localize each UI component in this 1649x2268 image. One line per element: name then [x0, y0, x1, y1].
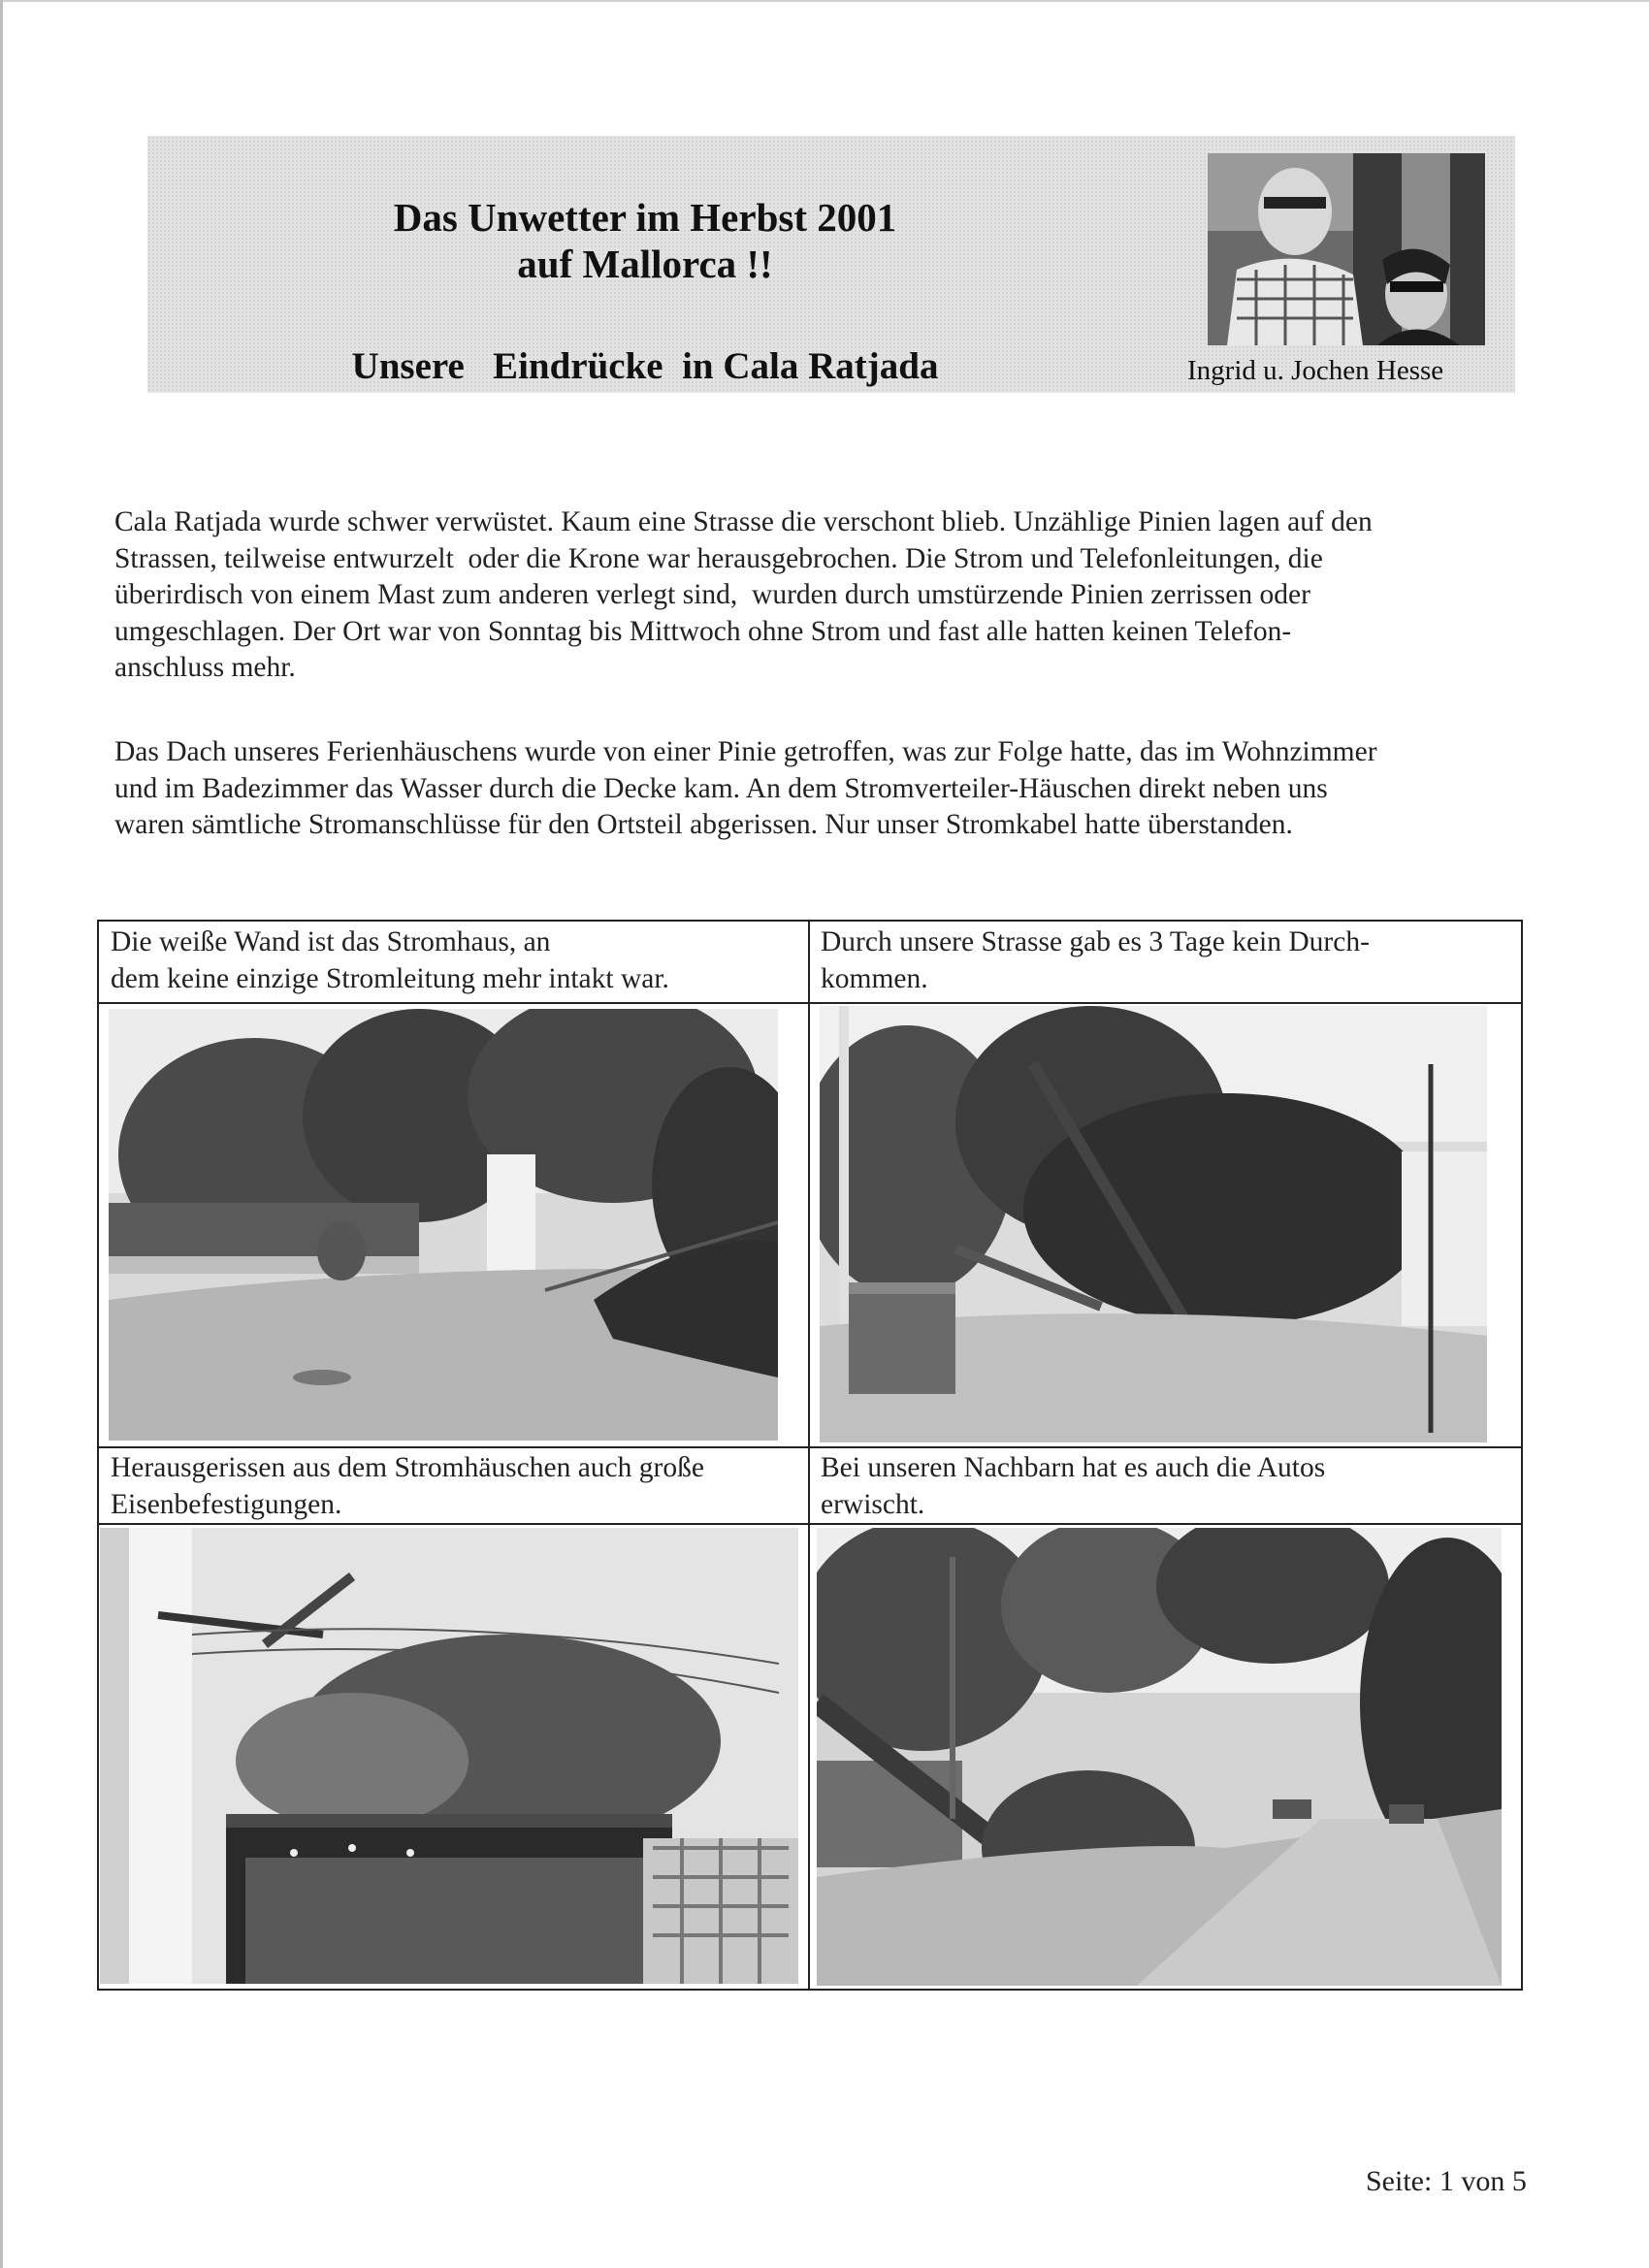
caption-line: Herausgerissen aus dem Stromhäuschen auch große [111, 1452, 704, 1483]
paragraph-line: Das Dach unseres Ferienhäuschens wurde von einer Pinie getroffen, was zur Folge hatte, das im Wohnzimmer [114, 736, 1377, 767]
caption-line: erwischt. [821, 1489, 925, 1520]
table-divider [97, 1002, 1523, 1004]
subtitle: Unsere Eindrücke in Cala Ratjada [351, 345, 939, 387]
title-line-2: auf Mallorca !! [517, 242, 773, 286]
photo-street-stromhaus [109, 1009, 778, 1441]
caption-line: dem keine einzige Stromleitung mehr intakt war. [111, 963, 669, 994]
page-number: Seite: 1 von 5 [1366, 2165, 1527, 2197]
photo-caption-1 [111, 923, 799, 997]
photo-caption-4 [821, 1449, 1509, 1523]
paragraph-2 [114, 734, 1589, 844]
caption-line: kommen. [821, 963, 928, 994]
table-divider [97, 1523, 1523, 1525]
photo-neighbour-cars [817, 1528, 1502, 1986]
table-divider-vertical [808, 920, 810, 1991]
photo-iron-brackets [100, 1528, 798, 1984]
table-divider [97, 1446, 1523, 1448]
paragraph-line: waren sämtliche Stromanschlüsse für den Ortsteil abgerissen. Nur unser Stromkabel hatte überstanden. [114, 809, 1293, 840]
paragraph-line: überirdisch von einem Mast zum anderen verlegt sind, wurden durch umstürzende Pinien zerrissen oder [114, 579, 1310, 610]
scan-edge-left [0, 0, 3, 2268]
photo-caption-3 [111, 1449, 799, 1523]
caption-line: Durch unsere Strasse gab es 3 Tage kein Durch- [821, 926, 1370, 957]
photo-blocked-street [820, 1006, 1487, 1442]
paragraph-1 [114, 504, 1589, 687]
portrait-caption: Ingrid u. Jochen Hesse [1187, 355, 1444, 386]
paragraph-line: anschluss mehr. [114, 652, 296, 683]
paragraph-line: und im Badezimmer das Wasser durch die Decke kam. An dem Stromverteiler-Häuschen direkt neben uns [114, 772, 1328, 804]
paragraph-line: umgeschlagen. Der Ort war von Sonntag bis Mittwoch ohne Strom und fast alle hatten keinen Telefon- [114, 615, 1292, 647]
paragraph-line: Cala Ratjada wurde schwer verwüstet. Kaum eine Strasse die verschont blieb. Unzählige Pinien lagen auf den [114, 506, 1373, 537]
caption-line: Eisenbefestigungen. [111, 1489, 342, 1520]
caption-line: Bei unseren Nachbarn hat es auch die Autos [821, 1452, 1326, 1483]
title-line-1: Das Unwetter im Herbst 2001 [393, 195, 897, 240]
scan-edge-top [0, 0, 1649, 2]
portrait-photo [1208, 153, 1485, 345]
photo-caption-2 [821, 923, 1509, 997]
paragraph-line: Strassen, teilweise entwurzelt oder die Krone war herausgebrochen. Die Strom und Telefonleitungen, die [114, 542, 1323, 574]
caption-line: Die weiße Wand ist das Stromhaus, an [111, 926, 551, 957]
